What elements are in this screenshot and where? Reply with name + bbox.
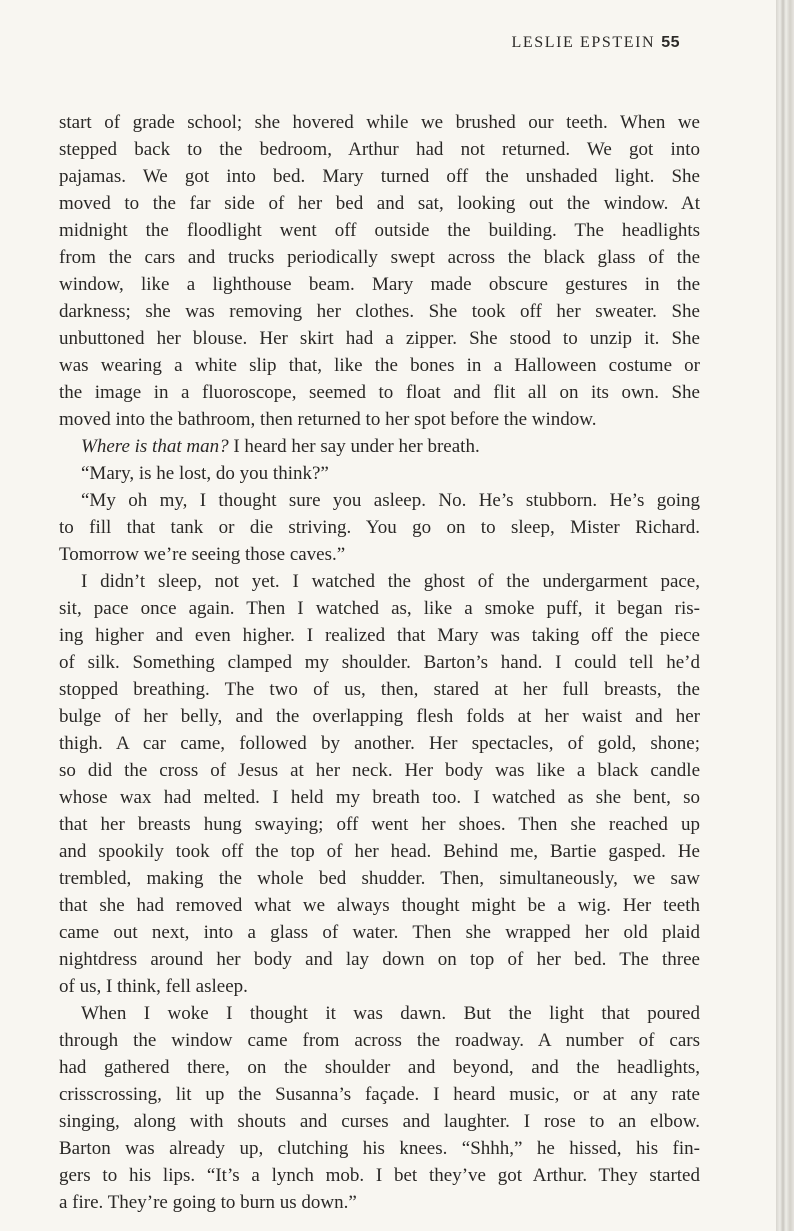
text-line: had gathered there, on the shoulder and beyond, and the headlights,: [59, 1057, 700, 1078]
text-line: When I woke I thought it was dawn. But the light that poured: [81, 1003, 700, 1024]
text-line: that her breasts hung swaying; off went her shoes. Then she reached up: [59, 814, 700, 835]
text-line: was wearing a white slip that, like the bones in a Halloween costume or: [59, 355, 700, 376]
text-line: Tomorrow we’re seeing those caves.”: [59, 544, 346, 565]
text-line: that she had removed what we always thought might be a wig. Her teeth: [59, 895, 700, 916]
page-edge: [776, 0, 794, 1231]
text-line: bulge of her belly, and the overlapping flesh folds at her waist and her: [59, 706, 700, 727]
text-line: the image in a fluoroscope, seemed to float and flit all on its own. She: [59, 382, 700, 403]
text-line: singing, along with shouts and curses and laughter. I rose to an elbow.: [59, 1111, 700, 1132]
text-line: from the cars and trucks periodically swept across the black glass of the: [59, 247, 700, 268]
text-line: pajamas. We got into bed. Mary turned off the unshaded light. She: [59, 166, 700, 187]
text-line: unbuttoned her blouse. Her skirt had a zipper. She stood to unzip it. She: [59, 328, 700, 349]
text-line: “My oh my, I thought sure you asleep. No. He’s stubborn. He’s going: [81, 490, 700, 511]
author-name: LESLIE EPSTEIN: [511, 34, 656, 51]
running-head: [511, 34, 680, 52]
text-line: a fire. They’re going to burn us down.”: [59, 1192, 357, 1213]
text-line: stepped back to the bedroom, Arthur had not returned. We got into: [59, 139, 700, 160]
text-line: moved to the far side of her bed and sat, looking out the window. At: [59, 193, 700, 214]
text-line: darkness; she was removing her clothes. She took off her sweater. She: [59, 301, 700, 322]
text-line: so did the cross of Jesus at her neck. Her body was like a black candle: [59, 760, 700, 781]
text-line: I didn’t sleep, not yet. I watched the ghost of the undergarment pace,: [81, 571, 700, 592]
text-line: of us, I think, fell asleep.: [59, 976, 248, 997]
text-line: start of grade school; she hovered while we brushed our teeth. When we: [59, 112, 700, 133]
text-line: moved into the bathroom, then returned to her spot before the window.: [59, 409, 597, 430]
body-text: [59, 109, 700, 1216]
text-line: through the window came from across the roadway. A number of cars: [59, 1030, 700, 1051]
text-line: of silk. Something clamped my shoulder. Barton’s hand. I could tell he’d: [59, 652, 700, 673]
text-line: and spookily took off the top of her head. Behind me, Bartie gasped. He: [59, 841, 700, 862]
text-line: ing higher and even higher. I realized that Mary was taking off the piece: [59, 625, 700, 646]
text-line: nightdress around her body and lay down on top of her bed. The three: [59, 949, 700, 970]
text-line: “Mary, is he lost, do you think?”: [81, 463, 329, 484]
text-line: [59, 433, 700, 460]
text-line: window, like a lighthouse beam. Mary made obscure gestures in the: [59, 274, 700, 295]
text-fragment: I heard her say under her breath.: [228, 436, 480, 457]
text-line: to fill that tank or die striving. You go on to sleep, Mister Richard.: [59, 517, 700, 538]
text-line: Barton was already up, clutching his knees. “Shhh,” he hissed, his fin-: [59, 1138, 700, 1159]
text-line: whose wax had melted. I held my breath too. I watched as she bent, so: [59, 787, 700, 808]
italic-phrase: Where is that man?: [81, 436, 229, 457]
text-line: thigh. A car came, followed by another. Her spectacles, of gold, shone;: [59, 733, 700, 754]
text-line: trembled, making the whole bed shudder. Then, simultaneously, we saw: [59, 868, 700, 889]
text-line: midnight the floodlight went off outside the building. The headlights: [59, 220, 700, 241]
text-line: gers to his lips. “It’s a lynch mob. I bet they’ve got Arthur. They started: [59, 1165, 700, 1186]
text-line: sit, pace once again. Then I watched as, like a smoke puff, it began ris-: [59, 598, 700, 619]
text-line: stopped breathing. The two of us, then, stared at her full breasts, the: [59, 679, 700, 700]
text-line: crisscrossing, lit up the Susanna’s façade. I heard music, or at any rate: [59, 1084, 700, 1105]
page-number: 55: [661, 34, 680, 51]
text-line: came out next, into a glass of water. Then she wrapped her old plaid: [59, 922, 700, 943]
